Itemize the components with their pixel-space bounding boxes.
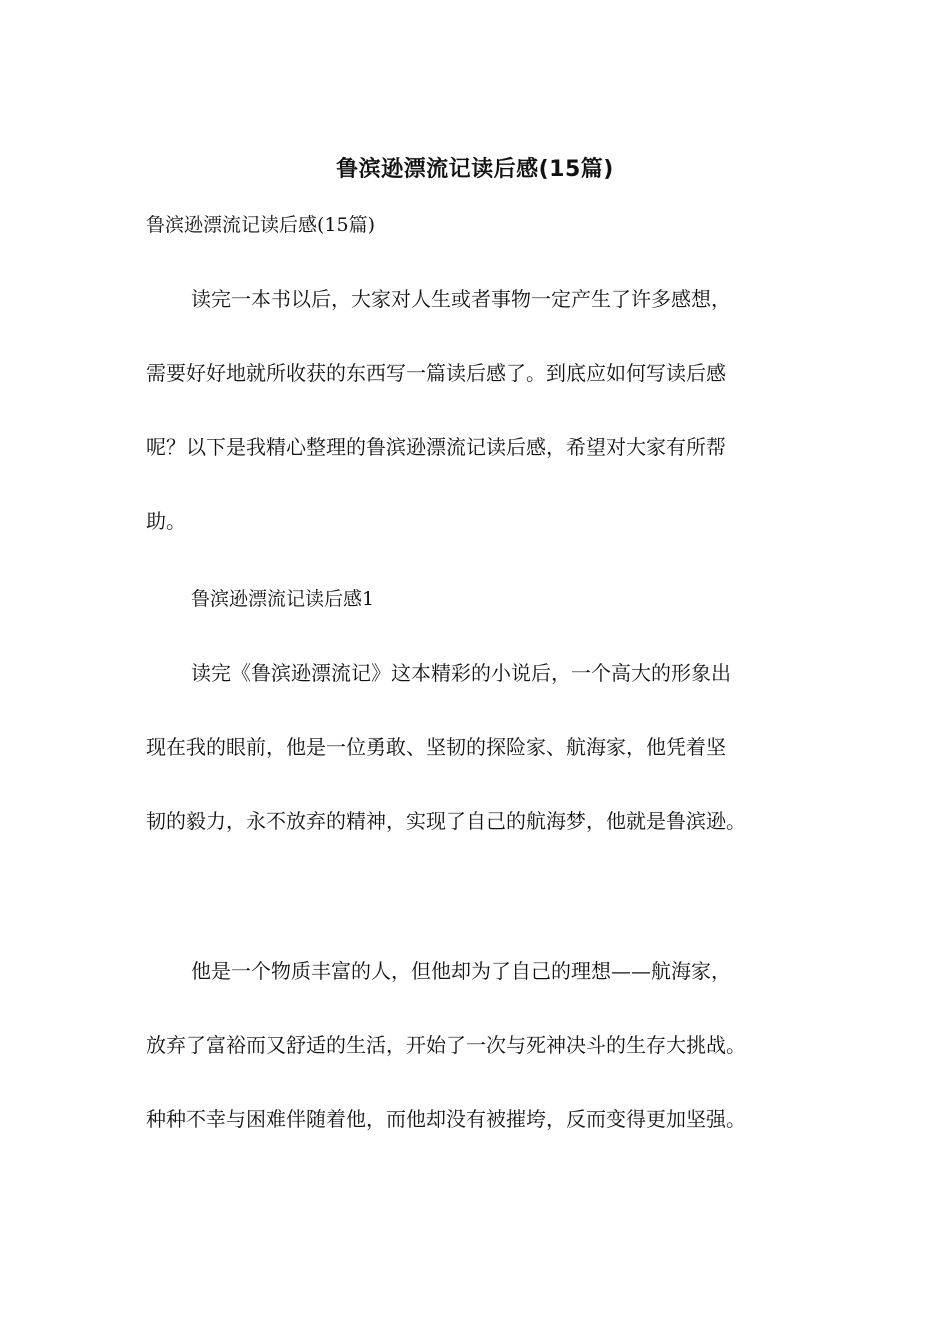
document-title: 鲁滨逊漂流记读后感(15篇) bbox=[336, 157, 614, 182]
intro-line: 需要好好地就所收获的东西写一篇读后感了。到底应如何写读后感 bbox=[146, 361, 726, 385]
intro-line: 呢？以下是我精心整理的鲁滨逊漂流记读后感，希望对大家有所帮 bbox=[146, 435, 726, 459]
paragraph1-line: 现在我的眼前，他是一位勇敢、坚韧的探险家、航海家，他凭着坚 bbox=[146, 735, 726, 759]
document-subtitle: 鲁滨逊漂流记读后感(15篇) bbox=[146, 214, 376, 236]
paragraph2-line: 放弃了富裕而又舒适的生活，开始了一次与死神决斗的生存大挑战。 bbox=[146, 1033, 746, 1057]
paragraph1-line: 韧的毅力，永不放弃的精神，实现了自己的航海梦，他就是鲁滨逊。 bbox=[146, 809, 746, 833]
paragraph1-line: 读完《鲁滨逊漂流记》这本精彩的小说后，一个高大的形象出 bbox=[191, 661, 731, 685]
paragraph2-line: 他是一个物质丰富的人，但他却为了自己的理想——航海家， bbox=[191, 959, 731, 983]
intro-line: 读完一本书以后，大家对人生或者事物一定产生了许多感想， bbox=[191, 287, 731, 311]
section-heading: 鲁滨逊漂流记读后感1 bbox=[191, 588, 375, 610]
intro-line: 助。 bbox=[146, 509, 186, 533]
paragraph2-line: 种种不幸与困难伴随着他，而他却没有被摧垮，反而变得更加坚强。 bbox=[146, 1107, 746, 1131]
